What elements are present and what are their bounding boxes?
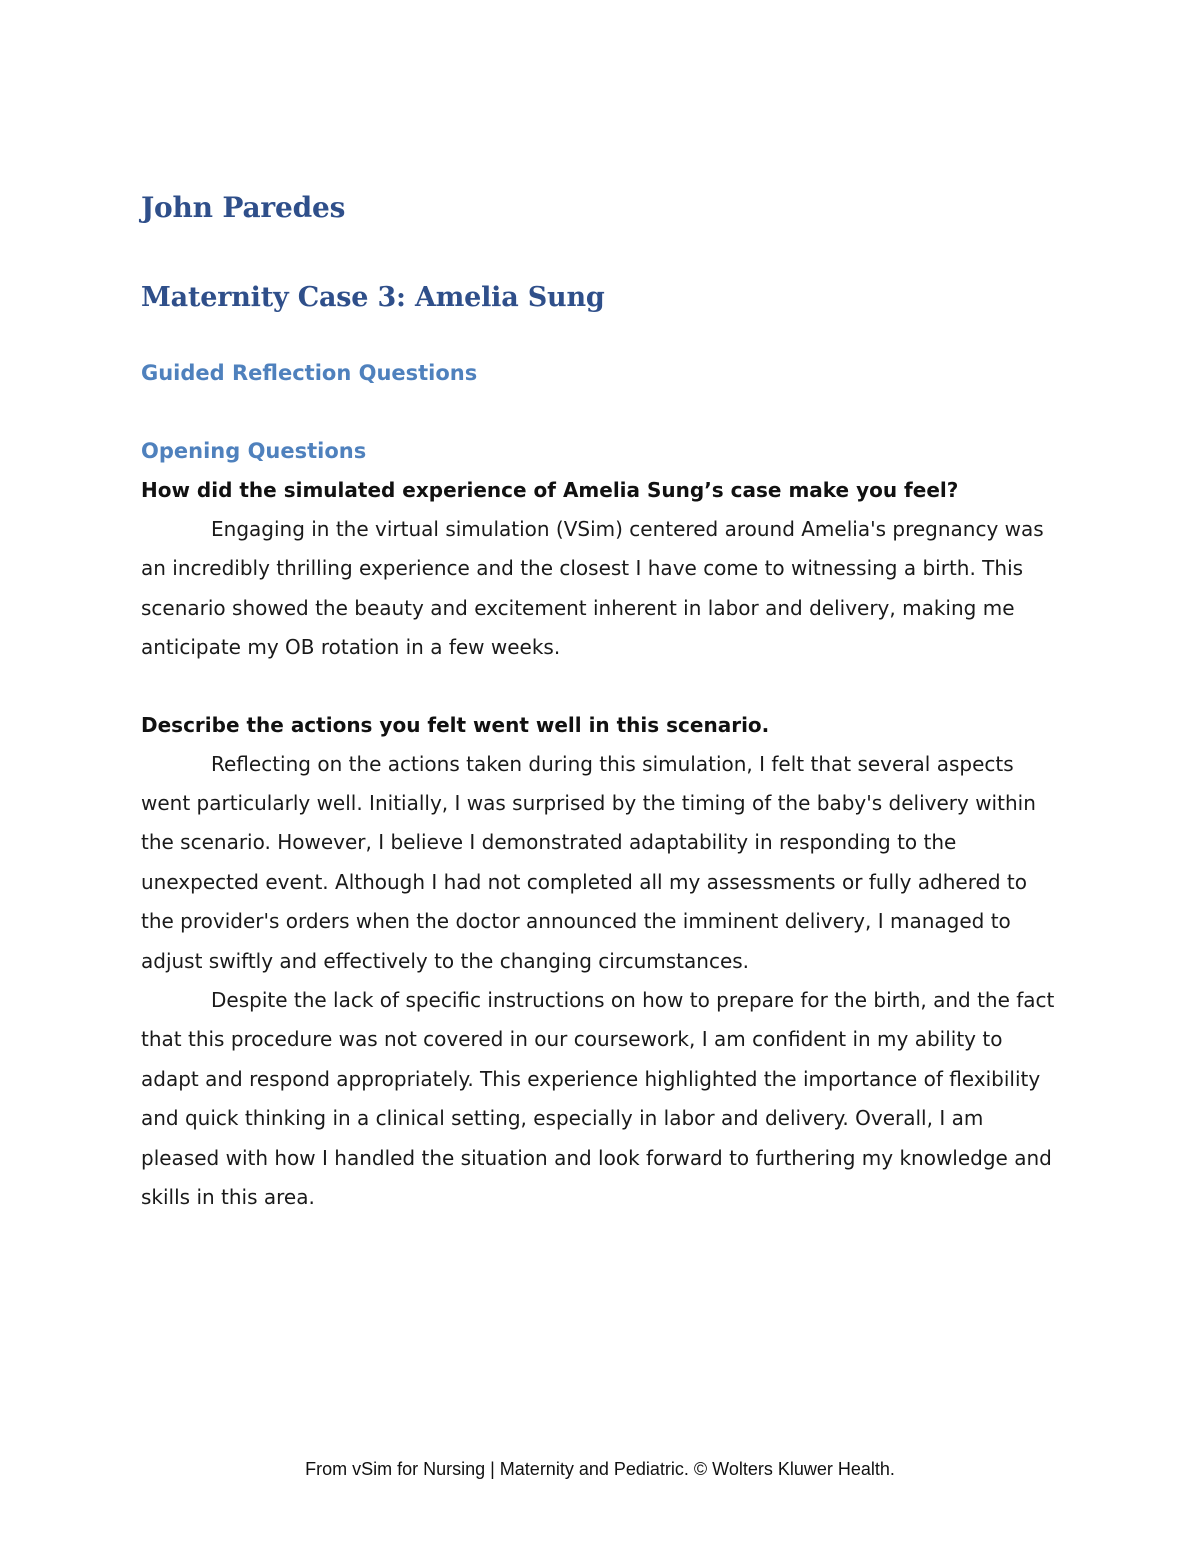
question-heading: Describe the actions you felt went well in this scenario.	[141, 712, 770, 737]
case-title: Maternity Case 3: Amelia Sung	[141, 282, 605, 313]
answer-paragraph: Reflecting on the actions taken during this simulation, I felt that several aspects went particularly well. Initially, I was surprised by the timing of the baby's delivery within the scenario. However, I believe I demonstrated adaptability in responding to the unexpected event. Although I had not completed all my assessments or fully adhered to the provider's orders when the doctor announced the imminent delivery, I managed to adjust swiftly and effectively to the changing circumstances.	[141, 751, 1036, 973]
document-body	[141, 188, 1056, 1218]
answer-paragraph: Engaging in the virtual simulation (VSim) centered around Amelia's pregnancy was an incredibly thrilling experience and the closest I have come to witnessing a birth. This scenario showed the beauty and excitement inherent in labor and delivery, making me anticipate my OB rotation in a few weeks.	[141, 517, 1044, 660]
section-title: Opening Questions	[141, 439, 367, 463]
page-footer: From vSim for Nursing | Maternity and Pediatric. © Wolters Kluwer Health.	[305, 1459, 895, 1479]
question-block	[141, 706, 1056, 1218]
question-block	[141, 471, 1056, 668]
answer-paragraph: Despite the lack of specific instructions on how to prepare for the birth, and the fact that this procedure was not covered in our coursework, I am confident in my ability to adapt and respond appropriately. This experience highlighted the importance of flexibility and quick thinking in a clinical setting, especially in labor and delivery. Overall, I am pleased with how I handled the situation and look forward to furthering my knowledge and skills in this area.	[141, 988, 1055, 1210]
author-name: John Paredes	[141, 191, 346, 224]
question-heading: How did the simulated experience of Amelia Sung’s case make you feel?	[141, 478, 959, 502]
document-subtitle: Guided Reflection Questions	[141, 361, 478, 385]
